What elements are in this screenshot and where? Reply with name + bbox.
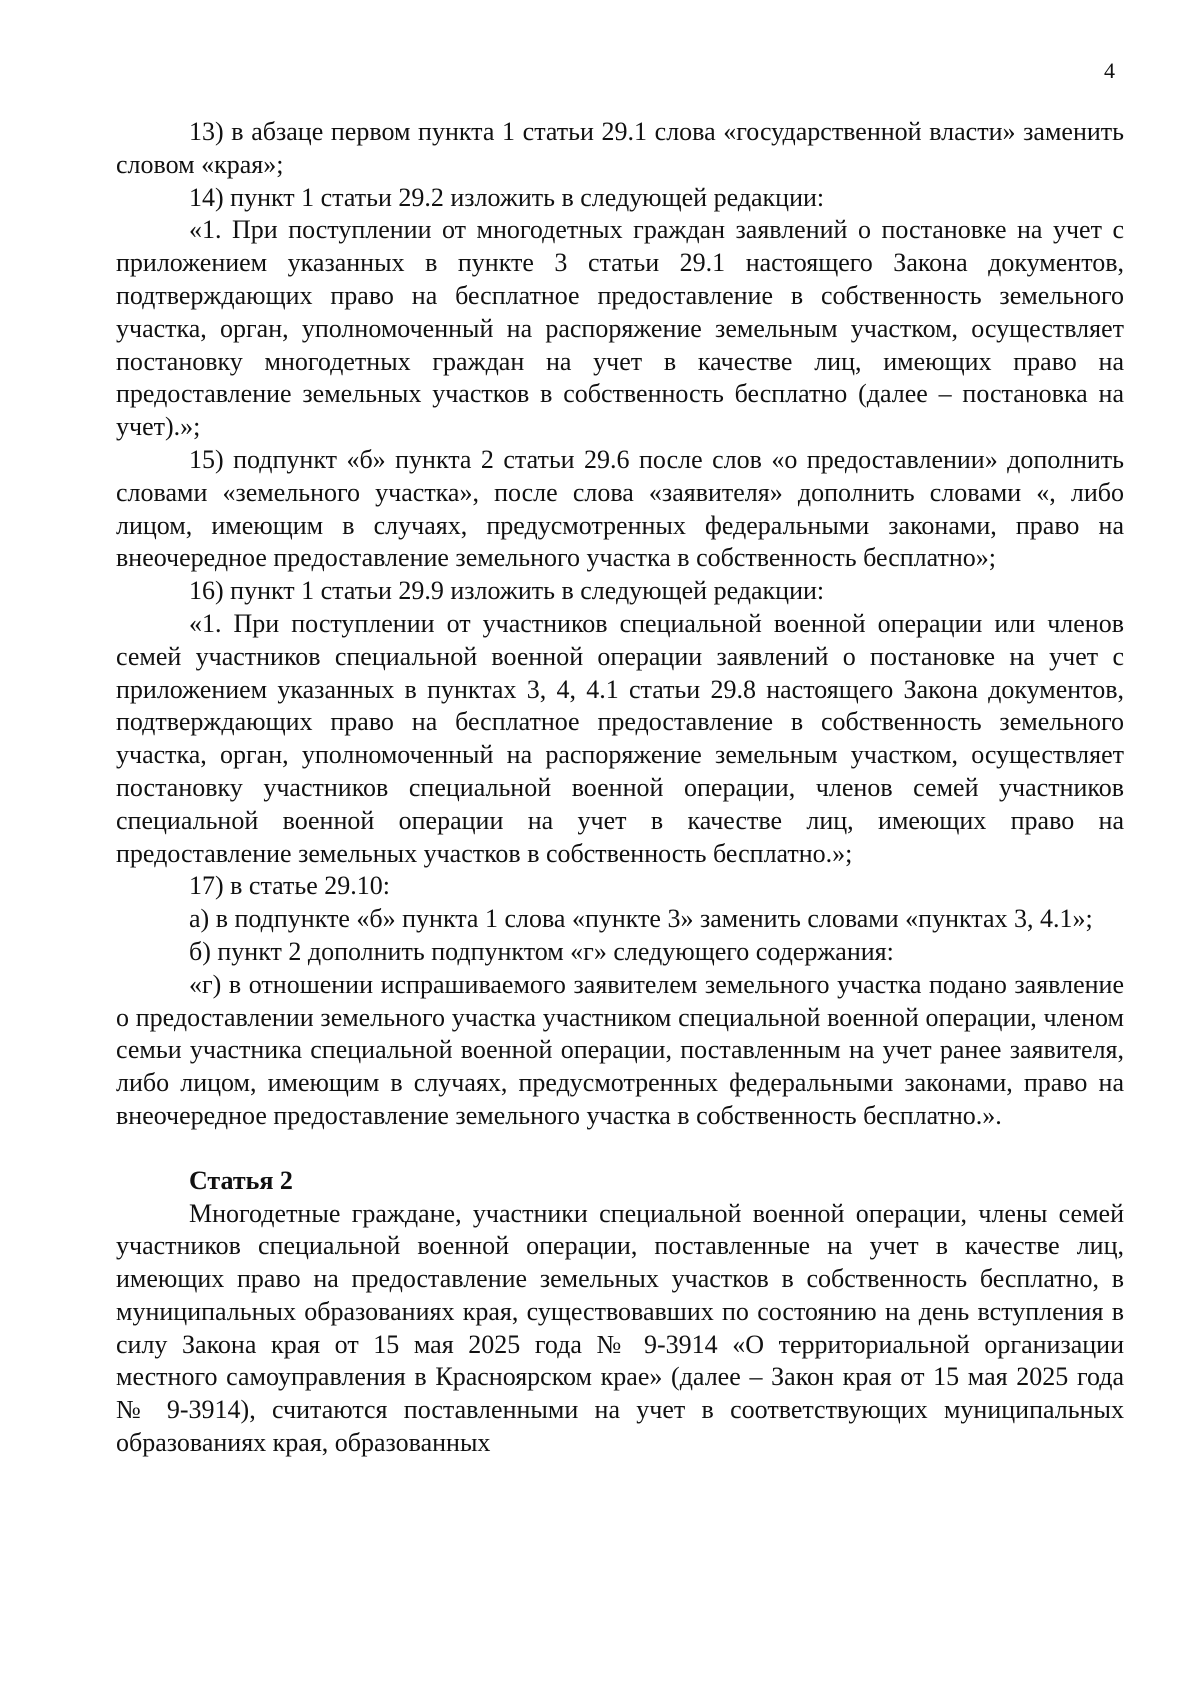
amendment-16: 16) пункт 1 статьи 29.9 изложить в следующей редакции:: [189, 576, 825, 606]
amendment-17-a: а) в подпункте «б» пункта 1 слова «пункте 3» заменить словами «пунктах 3, 4.1»;: [189, 904, 1093, 934]
amendment-13: 13) в абзаце первом пункта 1 статьи 29.1 слова «государственной власти» заменить словом «края»;: [116, 117, 1124, 179]
amendment-17-b-text: «г) в отношении испрашиваемого заявителем земельного участка подано заявление о предоставлении земельного участка участником специальной военной операции, членом семьи участника специальной военной операции, поставленным на учет ранее заявителя, либо лицом, имеющим в случаях, предусмотренных федеральными законами, право на внеочередное предоставление земельного участка в собственность бесплатно.».: [116, 969, 1124, 1130]
amendment-15: 15) подпункт «б» пункта 2 статьи 29.6 после слов «о предоставлении» дополнить словами «земельного участка», после слова «заявителя» дополнить словами «, либо лицом, имеющим в случаях, предусмотренных федеральными законами, право на внеочередное предоставление земельного участка в собственность бесплатно»;: [116, 444, 1124, 573]
amendment-14-text: «1. При поступлении от многодетных граждан заявлений о постановке на учет с приложением указанных в пункте 3 статьи 29.1 настоящего Закона документов, подтверждающих право на бесплатное предоставление в собственность земельного участка, орган, уполномоченный на распоряжение земельным участком, осуществляет постановку многодетных граждан на учет в качестве лиц, имеющих право на предоставление земельных участков в собственность бесплатно (далее – постановка на учет).»;: [116, 215, 1124, 442]
amendment-16-text: «1. При поступлении от участников специальной военной операции или членов семей участников специальной военной операции заявлений о постановке на учет с приложением указанных в пунктах 3, 4, 4.1 статьи 29.8 настоящего Закона документов, подтверждающих право на бесплатное предоставление в собственность земельного участка, орган, уполномоченный на распоряжение земельным участком, осуществляет постановку участников специальной военной операции, членов семей участников специальной военной операции на учет в качестве лиц, имеющих право на предоставление земельных участков в собственность бесплатно.»;: [116, 608, 1124, 868]
amendment-14: 14) пункт 1 статьи 29.2 изложить в следующей редакции:: [189, 182, 825, 212]
article-2-paragraph: Многодетные граждане, участники специальной военной операции, члены семей участников специальной военной операции, поставленные на учет в качестве лиц, имеющих право на предоставление земельных участков в собственность бесплатно, в муниципальных образованиях края, существовавших по состоянию на день вступления в силу Закона края от 15 мая 2025 года № 9-3914 «О территориальной организации местного самоуправления в Красноярском крае» (далее – Закон края от 15 мая 2025 года № 9-3914), считаются поставленными на учет в соответствующих муниципальных образованиях края, образованных: [116, 1198, 1124, 1458]
article-heading: Статья 2: [189, 1165, 293, 1195]
amendment-17-b: б) пункт 2 дополнить подпунктом «г» следующего содержания:: [189, 936, 894, 966]
amendment-17: 17) в статье 29.10:: [189, 871, 391, 901]
document-body: [116, 116, 1124, 1460]
page-number: 4: [1104, 58, 1115, 83]
